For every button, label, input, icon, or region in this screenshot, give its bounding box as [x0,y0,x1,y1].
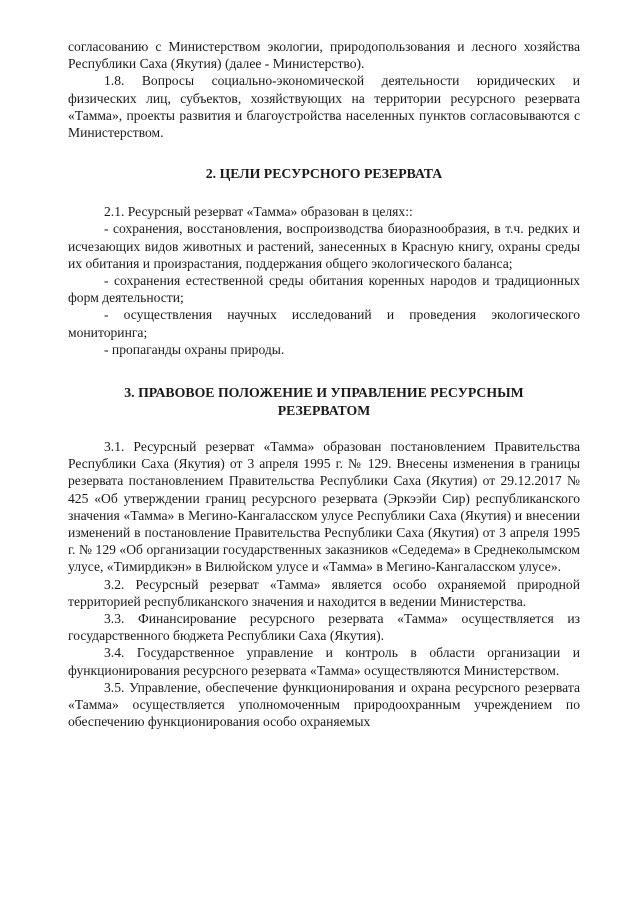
paragraph-3-4: 3.4. Государственное управление и контроль в области организации и функционирования ресурсного резервата «Тамма» осуществляются Министерством. [68,645,580,678]
paragraph-3-3: 3.3. Финансирование ресурсного резервата «Тамма» осуществляется из государственного бюджета Республики Саха (Якутия). [68,611,580,644]
section-2-heading: 2. ЦЕЛИ РЕСУРСНОГО РЕЗЕРВАТА [205,166,443,182]
paragraph-continuation: согласованию с Министерством экологии, природопользования и лесного хозяйства Республики Саха (Якутия) (далее - Министерство). [68,39,580,72]
paragraph-3-2: 3.2. Ресурсный резерват «Тамма» является особо охраняемой природной территорией республиканского значения и находится в ведении Министерства. [68,576,580,609]
paragraph-2-1: 2.1. Ресурсный резерват «Тамма» образован в целях:: [104,204,413,220]
paragraph-1-8: 1.8. Вопросы социально-экономической деятельности юридических и физических лиц, субъектов, хозяйствующих на территории ресурсного резервата «Тамма», проекты развития и благоустройства населенных пунктов согласовываются с Министерством. [68,73,580,141]
section-3-heading-line-2: РЕЗЕРВАТОМ [277,403,371,419]
paragraph-3-5: 3.5. Управление, обеспечение функционирования и охрана ресурсного резервата «Тамма» осуществляется уполномоченным природоохранным учреждением по обеспечению функционирования особо охраняемых [68,679,580,730]
goal-item: - сохранения, восстановления, воспроизводства биоразнообразия, в т.ч. редких и исчезающих видов животных и растений, занесенных в Красную книгу, охраны среды их обитания и произрастания, поддержания общего экологического баланса; [68,221,580,271]
section-3-heading [68,384,580,420]
section-3-heading-line-1: 3. ПРАВОВОЕ ПОЛОЖЕНИЕ И УПРАВЛЕНИЕ РЕСУРСНЫМ [124,385,524,401]
goal-item: - сохранения естественной среды обитания коренных народов и традиционных форм деятельности; [68,273,580,306]
goal-item: - пропаганды охраны природы. [104,341,285,357]
paragraph-3-1: 3.1. Ресурсный резерват «Тамма» образован постановлением Правительства Республики Саха (Якутия) от 3 апреля 1995 г. № 129. Внесены изменения в границы резервата постановлением Правительства Республики Саха (Якутия) от 29.12.2017 № 425 «Об утверждении границ ресурсного резервата (Эркээйи Сир) республиканского значения «Тамма» в Мегино-Кангаласском улусе Республики Саха (Якутия) и внесении изменений в постановление Правительства Республики Саха (Якутия) от 3 апреля 1995 г. № 129 «Об организации государственных заказников «Седедема» в Среднеколымском улусе, «Тимирдикэн» в Вилюйском улусе и «Тамма» в Мегино-Кангаласском улусе». [68,439,580,575]
goal-item: - осуществления научных исследований и проведения экологического мониторинга; [68,307,580,340]
